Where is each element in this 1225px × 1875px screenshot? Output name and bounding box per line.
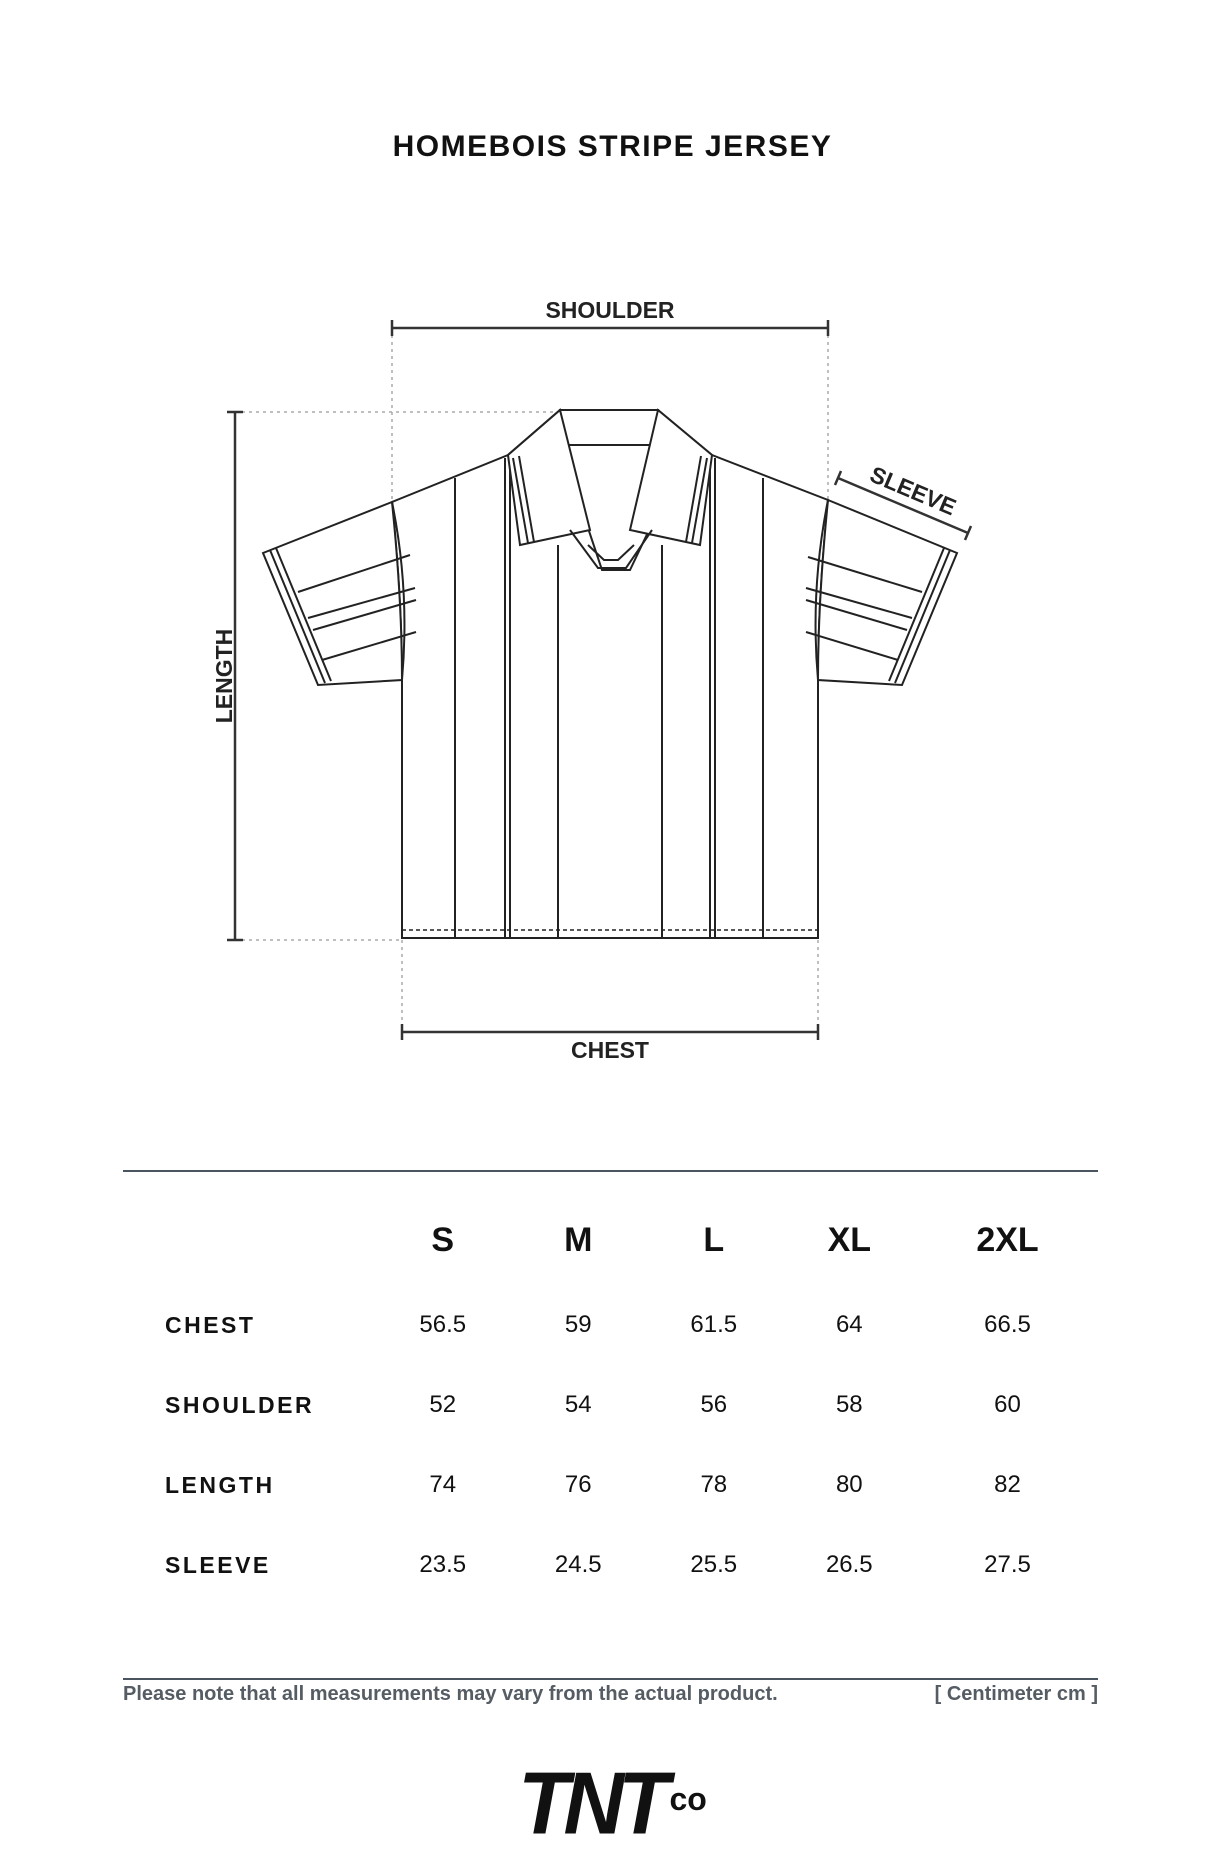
size-col-l: L — [703, 1220, 725, 1259]
cell-value: 56 — [700, 1391, 728, 1418]
cell-value: 23.5 — [419, 1551, 467, 1578]
logo-main-text: TNT — [518, 1753, 664, 1853]
disclaimer-note: Please note that all measurements may vary from the actual product. — [123, 1683, 778, 1705]
cell-value: 58 — [835, 1391, 863, 1418]
row-label: LENGTH — [165, 1471, 275, 1498]
brand-logo — [0, 1755, 1225, 1852]
cell-value: 59 — [564, 1311, 592, 1338]
cell-value: 80 — [835, 1471, 863, 1498]
table-row — [123, 1365, 1098, 1445]
size-col-2xl: 2XL — [976, 1220, 1039, 1259]
unit-note: [ Centimeter cm ] — [934, 1683, 1098, 1705]
size-col-s: S — [431, 1220, 455, 1259]
jersey-outline — [263, 410, 957, 938]
cell-value: 26.5 — [825, 1551, 873, 1578]
logo-sub-text: co — [669, 1781, 707, 1817]
row-label: SHOULDER — [165, 1391, 315, 1418]
shoulder-label: SHOULDER — [545, 297, 675, 323]
cell-value: 82 — [994, 1471, 1021, 1498]
cell-value: 54 — [564, 1391, 592, 1418]
chest-label: CHEST — [571, 1037, 649, 1063]
cell-value: 74 — [429, 1471, 457, 1498]
row-label-header — [123, 1195, 375, 1285]
sleeve-label: SLEEVE — [866, 460, 960, 521]
cell-value: 25.5 — [690, 1551, 738, 1578]
cell-value: 27.5 — [984, 1551, 1031, 1578]
table-row — [123, 1445, 1098, 1525]
size-col-m: M — [564, 1220, 593, 1259]
length-label: LENGTH — [211, 628, 237, 724]
footer-rule — [123, 1678, 1098, 1680]
table-top-rule — [123, 1170, 1098, 1172]
cell-value: 24.5 — [554, 1551, 602, 1578]
cell-value: 60 — [994, 1391, 1021, 1418]
size-header-row — [123, 1195, 1098, 1285]
table-row — [123, 1285, 1098, 1365]
size-chart-table — [123, 1195, 1098, 1605]
cell-value: 52 — [429, 1391, 457, 1418]
cell-value: 61.5 — [690, 1311, 738, 1338]
page-title: HOMEBOIS STRIPE JERSEY — [392, 130, 833, 163]
table-row — [123, 1525, 1098, 1605]
row-label: CHEST — [165, 1311, 256, 1338]
cell-value: 76 — [564, 1471, 592, 1498]
cell-value: 56.5 — [419, 1311, 467, 1338]
cell-value: 64 — [835, 1311, 863, 1338]
cell-value: 66.5 — [984, 1311, 1031, 1338]
cell-value: 78 — [700, 1471, 728, 1498]
row-label: SLEEVE — [165, 1551, 271, 1578]
size-col-xl: XL — [827, 1220, 872, 1259]
